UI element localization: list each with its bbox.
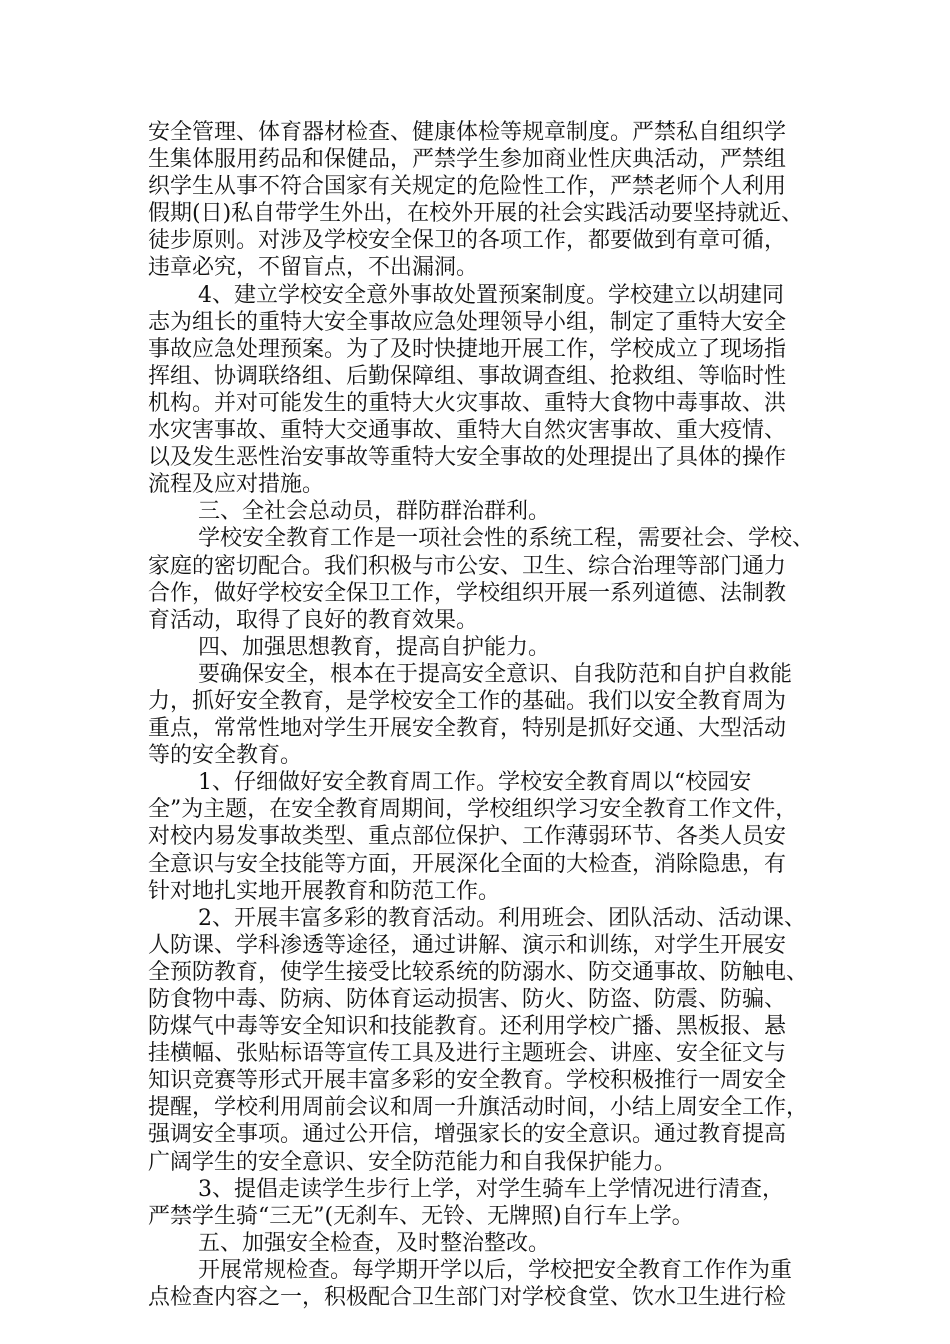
text-line: 流程及应对措施。 [148, 472, 325, 498]
paragraph-first-line: 三、全社会总动员，群防群治群利。 [198, 499, 551, 525]
text-line: 挂横幅、张贴标语等宣传工具及进行主题班会、讲座、安全征文与 [148, 1041, 787, 1067]
text-line: 广阔学生的安全意识、安全防范能力和自我保护能力。 [148, 1149, 677, 1175]
text-line: 家庭的密切配合。我们积极与市公安、卫生、综合治理等部门通力 [148, 553, 787, 579]
text-line: 强调安全事项。通过公开信，增强家长的安全意识。通过教育提高 [148, 1122, 787, 1148]
text-line: 违章必究，不留盲点，不出漏洞。 [148, 255, 479, 281]
text-line: 知识竞赛等形式开展丰富多彩的安全教育。学校积极推行一周安全 [148, 1068, 787, 1094]
text-line: 力，抓好安全教育，是学校安全工作的基础。我们以安全教育周为 [148, 688, 787, 714]
text-line: 志为组长的重特大安全事故应急处理领导小组，制定了重特大安全 [148, 309, 787, 335]
text-line: 全”为主题，在安全教育周期间，学校组织学习安全教育工作文件， [148, 797, 798, 823]
paragraph-first-line: 学校安全教育工作是一项社会性的系统工程，需要社会、学校、 [198, 526, 815, 552]
paragraph-first-line: 2、开展丰富多彩的教育活动。利用班会、团队活动、活动课、 [198, 905, 806, 931]
text-line: 生集体服用药品和保健品，严禁学生参加商业性庆典活动，严禁组 [148, 147, 787, 173]
text-line: 对校内易发事故类型、重点部位保护、工作薄弱环节、各类人员安 [148, 824, 787, 850]
paragraph-first-line: 1、仔细做好安全教育周工作。学校安全教育周以“校园安 [198, 770, 752, 796]
text-line: 全预防教育，使学生接受比较系统的防溺水、防交通事故、防触电、 [148, 959, 809, 985]
text-line: 等的安全教育。 [148, 743, 303, 769]
text-line: 点检查内容之一，积极配合卫生部门对学校食堂、饮水卫生进行检 [148, 1285, 787, 1311]
text-line: 重点，常常性地对学生开展安全教育，特别是抓好交通、大型活动 [148, 716, 787, 742]
text-line: 织学生从事不符合国家有关规定的危险性工作，严禁老师个人利用 [148, 174, 787, 200]
text-line: 以及发生恶性治安事故等重特大安全事故的处理提出了具体的操作 [148, 445, 787, 471]
document-body [148, 119, 828, 1311]
text-line: 合作，做好学校安全保卫工作，学校组织开展一系列道德、法制教 [148, 580, 787, 606]
text-line: 徒步原则。对涉及学校安全保卫的各项工作，都要做到有章可循， [148, 228, 787, 254]
text-line: 育活动，取得了良好的教育效果。 [148, 607, 479, 633]
text-line: 机构。并对可能发生的重特大火灾事故、重特大食物中毒事故、洪 [148, 390, 787, 416]
paragraph-first-line: 四、加强思想教育，提高自护能力。 [198, 634, 551, 660]
paragraph-first-line: 4、建立学校安全意外事故处置预案制度。学校建立以胡建同 [198, 282, 784, 308]
text-line: 事故应急处理预案。为了及时快捷地开展工作，学校成立了现场指 [148, 336, 787, 362]
text-line: 提醒，学校利用周前会议和周一升旗活动时间，小结上周安全工作， [148, 1095, 809, 1121]
text-line: 假期(日)私自带学生外出，在校外开展的社会实践活动要坚持就近、 [148, 201, 804, 227]
text-line: 水灾害事故、重特大交通事故、重特大自然灾害事故、重大疫情、 [148, 418, 787, 444]
text-line: 针对地扎实地开展教育和防范工作。 [148, 878, 501, 904]
text-line: 安全管理、体育器材检查、健康体检等规章制度。严禁私自组织学 [148, 120, 787, 145]
text-line: 严禁学生骑“三无”(无刹车、无铃、无牌照)自行车上学。 [148, 1203, 694, 1229]
paragraph-first-line: 3、提倡走读学生步行上学，对学生骑车上学情况进行清查， [198, 1176, 784, 1202]
paragraph-first-line: 开展常规检查。每学期开学以后，学校把安全教育工作作为重 [198, 1257, 793, 1283]
text-line: 人防课、学科渗透等途径，通过讲解、演示和训练，对学生开展安 [148, 932, 787, 958]
text-line: 全意识与安全技能等方面，开展深化全面的大检查，消除隐患，有 [148, 851, 787, 877]
text-line: 挥组、协调联络组、后勤保障组、事故调查组、抢救组、等临时性 [148, 363, 787, 389]
paragraph-first-line: 五、加强安全检查，及时整治整改。 [198, 1230, 551, 1256]
text-line: 防食物中毒、防病、防体育运动损害、防火、防盗、防震、防骗、 [148, 987, 787, 1012]
text-line: 防煤气中毒等安全知识和技能教育。还利用学校广播、黑板报、悬 [148, 1014, 787, 1040]
paragraph-first-line: 要确保安全，根本在于提高安全意识、自我防范和自护自救能 [198, 661, 793, 687]
